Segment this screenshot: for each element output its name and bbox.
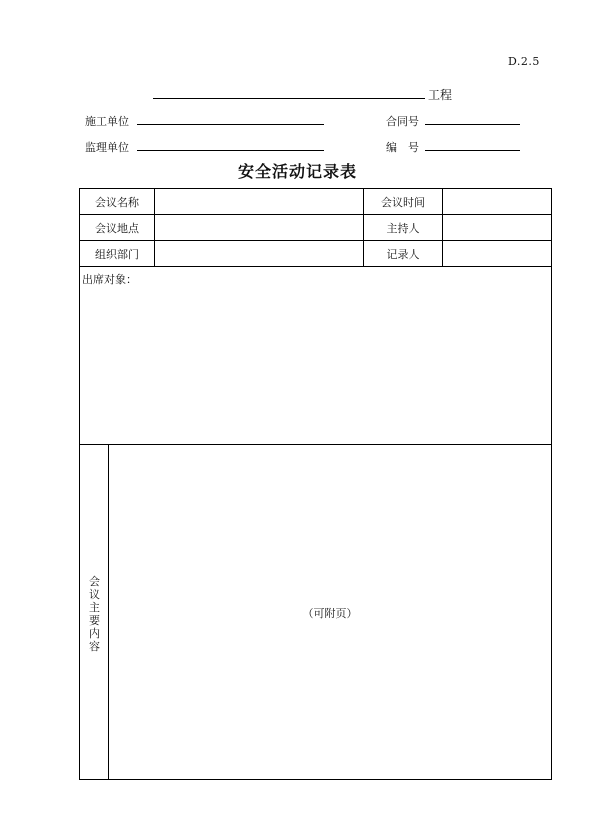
form-code: D.2.5 xyxy=(508,55,540,68)
project-suffix: 工程 xyxy=(428,88,453,102)
content-label-char: 要 xyxy=(89,614,100,627)
serial-no-line[interactable] xyxy=(425,150,520,151)
table-row xyxy=(80,215,551,241)
table-row xyxy=(80,241,551,267)
organizer-label: 组织部门 xyxy=(80,241,155,266)
meeting-name-label: 会议名称 xyxy=(80,189,155,214)
content-label-char: 主 xyxy=(89,601,100,614)
meeting-place-label: 会议地点 xyxy=(80,215,155,240)
supervision-unit-label: 监理单位 xyxy=(85,141,129,154)
attendees-field[interactable] xyxy=(80,267,551,445)
content-label-char: 内 xyxy=(89,627,100,640)
construction-unit-line[interactable] xyxy=(137,124,324,125)
meeting-content-field[interactable] xyxy=(109,445,551,779)
attach-pages-note: （可附页） xyxy=(302,607,358,620)
content-label-char: 议 xyxy=(89,588,100,601)
meeting-content-label-cell xyxy=(80,445,109,779)
project-name-line[interactable] xyxy=(153,98,425,99)
supervision-unit-line[interactable] xyxy=(137,150,324,151)
meeting-time-value[interactable] xyxy=(443,189,551,214)
content-label-char: 容 xyxy=(89,640,100,653)
form-title: 安全活动记录表 xyxy=(237,162,357,181)
content-label-char: 会 xyxy=(89,575,100,588)
record-table xyxy=(79,188,552,780)
meeting-content-label xyxy=(80,575,109,653)
contract-no-line[interactable] xyxy=(425,124,520,125)
meeting-name-value[interactable] xyxy=(155,189,364,214)
meeting-content-section xyxy=(80,445,551,779)
attendees-label: 出席对象： xyxy=(82,273,137,286)
recorder-value[interactable] xyxy=(443,241,551,266)
host-label: 主持人 xyxy=(364,215,443,240)
recorder-label: 记录人 xyxy=(364,241,443,266)
meeting-time-label: 会议时间 xyxy=(364,189,443,214)
organizer-value[interactable] xyxy=(155,241,364,266)
serial-no-label: 编 号 xyxy=(386,141,419,154)
construction-unit-label: 施工单位 xyxy=(85,115,129,128)
table-row xyxy=(80,189,551,215)
contract-no-label: 合同号 xyxy=(386,115,419,128)
host-value[interactable] xyxy=(443,215,551,240)
meeting-place-value[interactable] xyxy=(155,215,364,240)
